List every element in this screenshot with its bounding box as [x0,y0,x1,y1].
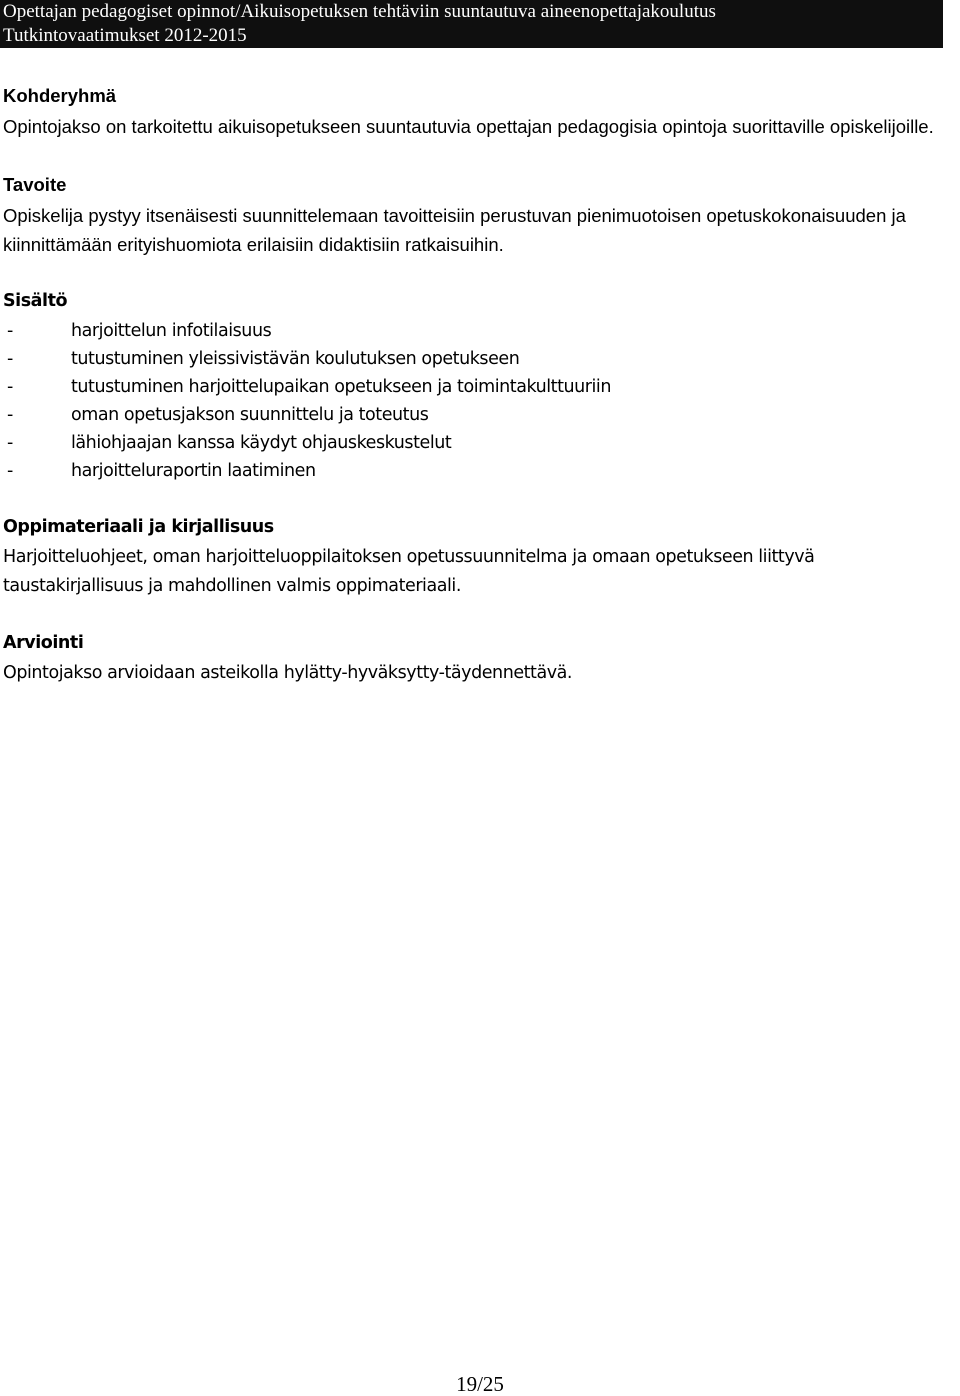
list-item [3,401,953,429]
section-paragraph: Harjoitteluohjeet, oman harjoitteluoppilaitoksen opetussuunnitelma ja omaan opetukseen liittyvä taustakirjallisuus ja mahdollinen valmis oppimateriaali. [3,547,815,596]
section-paragraph: Opintojakso arvioidaan asteikolla hylätty-hyväksytty-täydennettävä. [3,663,573,683]
list-item-text: tutustuminen yleissivistävän koulutuksen opetukseen [71,349,520,369]
dash-bullet: - [7,349,13,369]
list-item-text: harjoittelun infotilaisuus [71,321,272,341]
section-objective [3,169,953,259]
list-item [3,345,953,373]
section-materials [3,511,953,601]
dash-bullet: - [7,321,13,341]
section-paragraph: Opintojakso on tarkoitettu aikuisopetukseen suuntautuvia opettajan pedagogisia opintoja suorittaville opiskelijoille. [3,116,934,137]
section-heading: Kohderyhmä [3,85,117,106]
section-heading: Sisältö [3,291,68,311]
dash-bullet: - [7,433,13,453]
list-item-text: lähiohjaajan kanssa käydyt ohjauskeskustelut [71,433,452,453]
list-item-text: tutustuminen harjoittelupaikan opetukseen ja toimintakulttuuriin [71,377,611,397]
list-item-text: harjoitteluraportin laatiminen [71,461,316,481]
section-content [3,285,953,485]
list-item [3,373,953,401]
list-item [3,429,953,457]
list-item [3,317,953,345]
section-heading: Oppimateriaali ja kirjallisuus [3,517,274,537]
content-list [3,317,953,485]
section-target-group [3,80,953,141]
document-body [3,80,953,688]
dash-bullet: - [7,377,13,397]
section-heading: Arviointi [3,633,84,653]
dash-bullet: - [7,405,13,425]
section-paragraph: Opiskelija pystyy itsenäisesti suunnittelemaan tavoitteisiin perustuvan pienimuotoisen opetuskokonaisuuden ja kiinnittämään erityishuomiota erilaisiin didaktisiin ratkaisuihin. [3,205,906,255]
page-number: 19/25 [456,1372,504,1396]
section-heading: Tavoite [3,174,67,195]
list-item-text: oman opetusjakson suunnittelu ja toteutus [71,405,429,425]
header-curriculum-years: Tutkintovaatimukset 2012-2015 [3,25,247,46]
running-header [0,0,943,48]
header-programme-title: Opettajan pedagogiset opinnot/Aikuisopetuksen tehtäviin suuntautuva aineenopettajakoulutus [3,1,716,22]
list-item [3,457,953,485]
section-assessment [3,627,953,688]
dash-bullet: - [7,461,13,481]
